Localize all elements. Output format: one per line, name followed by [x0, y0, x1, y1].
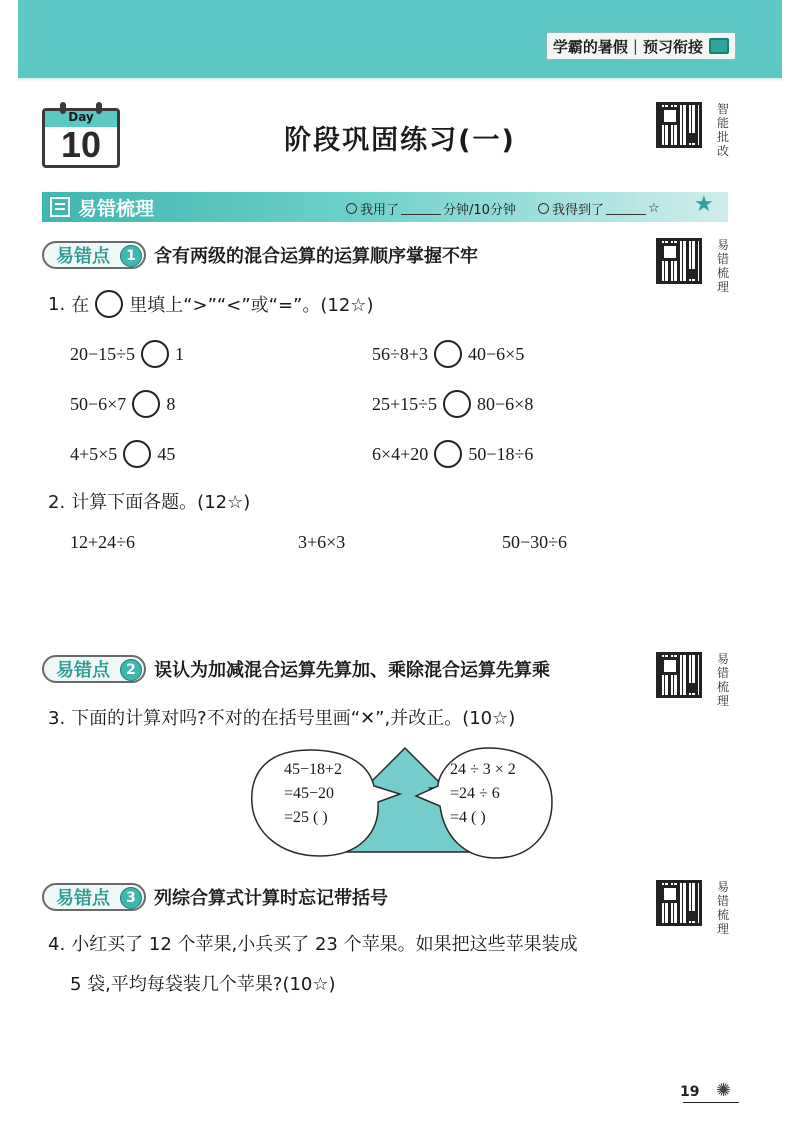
- answer-circle[interactable]: [434, 440, 462, 468]
- answer-circle[interactable]: [123, 440, 151, 468]
- series-subtitle: 预习衔接: [642, 37, 703, 56]
- page-title: 阶段巩固练习(一): [284, 125, 516, 156]
- question-number: 1.: [48, 293, 66, 315]
- error-point-3: [42, 882, 388, 912]
- qr-smart-grading[interactable]: [656, 102, 702, 148]
- score-blank[interactable]: [606, 203, 646, 215]
- qr-label-error-review: 易 错 梳 理: [716, 880, 729, 936]
- calc-item: 50−30÷6: [502, 532, 568, 552]
- qr-label-error-review: 易 错 梳 理: [716, 238, 729, 294]
- question-number: 4.: [48, 934, 66, 955]
- error-point-2: [42, 654, 550, 684]
- qr-label-error-review: 易 错 梳 理: [716, 652, 729, 708]
- page-number-underline: [683, 1102, 739, 1103]
- error-point-tag: 易错点 1: [42, 241, 146, 269]
- error-point-text: 列综合算式计算时忘记带括号: [154, 888, 388, 909]
- error-point-1: [42, 240, 478, 270]
- series-separator: |: [632, 37, 638, 55]
- answer-circle: [95, 290, 123, 318]
- error-point-number: 3: [120, 887, 142, 909]
- day-number: 10: [60, 124, 102, 165]
- calc-item: 12+24÷6: [70, 532, 136, 552]
- qr-code-icon: [656, 880, 702, 926]
- qr-error-review-3[interactable]: [656, 880, 702, 926]
- compare-item: 56÷8+3 40−6×5: [372, 340, 524, 368]
- compare-item: 4+5×5 45: [70, 440, 175, 468]
- sun-icon: ✺: [716, 1080, 732, 1101]
- answer-circle[interactable]: [443, 390, 471, 418]
- question-number: 3.: [48, 708, 66, 729]
- series-tag: [546, 32, 736, 60]
- error-point-text: 含有两级的混合运算的运算顺序掌握不牢: [154, 246, 478, 267]
- error-point-tag: 易错点 2: [42, 655, 146, 683]
- calc-item: 3+6×3: [298, 532, 346, 552]
- list-icon: [50, 197, 70, 217]
- qr-code-icon: [656, 652, 702, 698]
- answer-circle[interactable]: [132, 390, 160, 418]
- qr-label-smart-grading: 智 能 批 改: [716, 102, 729, 158]
- error-point-tag: 易错点 3: [42, 883, 146, 911]
- banner-shadow: [18, 78, 782, 82]
- qr-error-review-1[interactable]: [656, 238, 702, 284]
- question-3: 3. 下面的计算对吗?不对的在括号里画“✕”,并改正。(10☆): [48, 708, 516, 729]
- star-icon: ★: [694, 192, 714, 217]
- question-4: 4. 小红买了 12 个苹果,小兵买了 23 个苹果。如果把这些苹果装成: [48, 934, 578, 955]
- book-icon: [709, 38, 729, 54]
- compare-item: 25+15÷5 80−6×8: [372, 390, 533, 418]
- answer-circle[interactable]: [434, 340, 462, 368]
- compare-item: 6×4+20 50−18÷6: [372, 440, 533, 468]
- answer-circle[interactable]: [141, 340, 169, 368]
- compare-item: 20−15÷5 1: [70, 340, 184, 368]
- series-name: 学霸的暑假: [552, 37, 628, 56]
- question-1: 1. 在 里填上“>”“<”或“=”。(12☆): [48, 290, 373, 318]
- right-bubble-calc: 24 ÷ 3 × 2 =24 ÷ 6 =4 ( ): [450, 761, 516, 826]
- day-label: Day: [68, 110, 94, 124]
- qr-error-review-2[interactable]: [656, 652, 702, 698]
- clock-icon: [346, 203, 357, 214]
- qr-code-icon: [656, 238, 702, 284]
- question-4-line-2: 5 袋,平均每袋装几个苹果?(10☆): [70, 974, 336, 995]
- page-number: 19: [680, 1084, 700, 1100]
- question-2: 2. 计算下面各题。(12☆): [48, 492, 251, 513]
- check-icon: [538, 203, 549, 214]
- error-point-number: 2: [120, 659, 142, 681]
- error-point-number: 1: [120, 245, 142, 267]
- question-number: 2.: [48, 492, 66, 513]
- qr-code-icon: [656, 102, 702, 148]
- left-bubble-calc: 45−18+2 =45−20 =25 ( ): [284, 761, 343, 826]
- error-point-text: 误认为加减混合运算先算加、乘除混合运算先算乘: [154, 660, 550, 681]
- compare-item: 50−6×7 8: [70, 390, 175, 418]
- section-title: 易错梳理: [50, 195, 154, 219]
- time-blank[interactable]: [401, 203, 441, 215]
- time-record: 我用了 分钟/10分钟 我得到了 ☆: [346, 199, 660, 218]
